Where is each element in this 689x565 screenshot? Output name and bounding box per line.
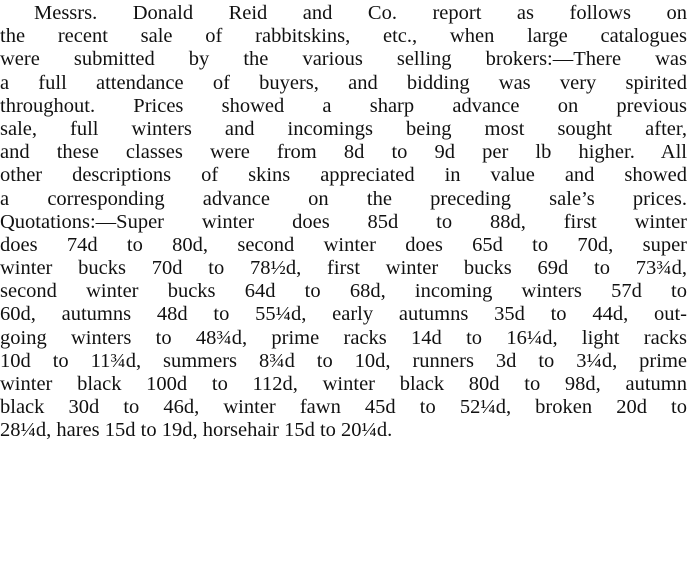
text-line: black 30d to 46d, winter fawn 45d to 52¼d, broken 20d to [0, 396, 687, 419]
text-line: 10d to 11¾d, summers 8¾d to 10d, runners 3d to 3¼d, prime [0, 349, 687, 372]
text-line: a full attendance of buyers, and bidding was very spirited [0, 71, 687, 94]
text-line: winter bucks 70d to 78½d, first winter bucks 69d to 73¾d, [0, 257, 687, 280]
text-line: sale, full winters and incomings being most sought after, [0, 117, 687, 140]
text-line: were submitted by the various selling brokers:—There was [0, 48, 687, 71]
text-line: the recent sale of rabbitskins, etc., when large catalogues [0, 25, 687, 48]
text-line: does 74d to 80d, second winter does 65d to 70d, super [0, 233, 687, 256]
text-line: other descriptions of skins appreciated in value and showed [0, 164, 687, 187]
text-line: second winter bucks 64d to 68d, incoming winters 57d to [0, 280, 687, 303]
text-line: going winters to 48¾d, prime racks 14d to 16¼d, light racks [0, 326, 687, 349]
text-line: and these classes were from 8d to 9d per lb higher. All [0, 141, 687, 164]
report-paragraph [0, 2, 689, 443]
text-line: winter black 100d to 112d, winter black 80d to 98d, autumn [0, 373, 687, 395]
text-line: Messrs. Donald Reid and Co. report as follows on [34, 2, 687, 24]
text-line: 28¼d, hares 15d to 19d, horsehair 15d to 20¼d. [0, 419, 393, 442]
text-line: 60d, autumns 48d to 55¼d, early autumns 35d to 44d, out- [0, 303, 687, 326]
text-line: Quotations:—Super winter does 85d to 88d, first winter [0, 210, 687, 233]
text-line: throughout. Prices showed a sharp advance on previous [0, 94, 687, 117]
text-line: a corresponding advance on the preceding sale’s prices. [0, 187, 687, 210]
